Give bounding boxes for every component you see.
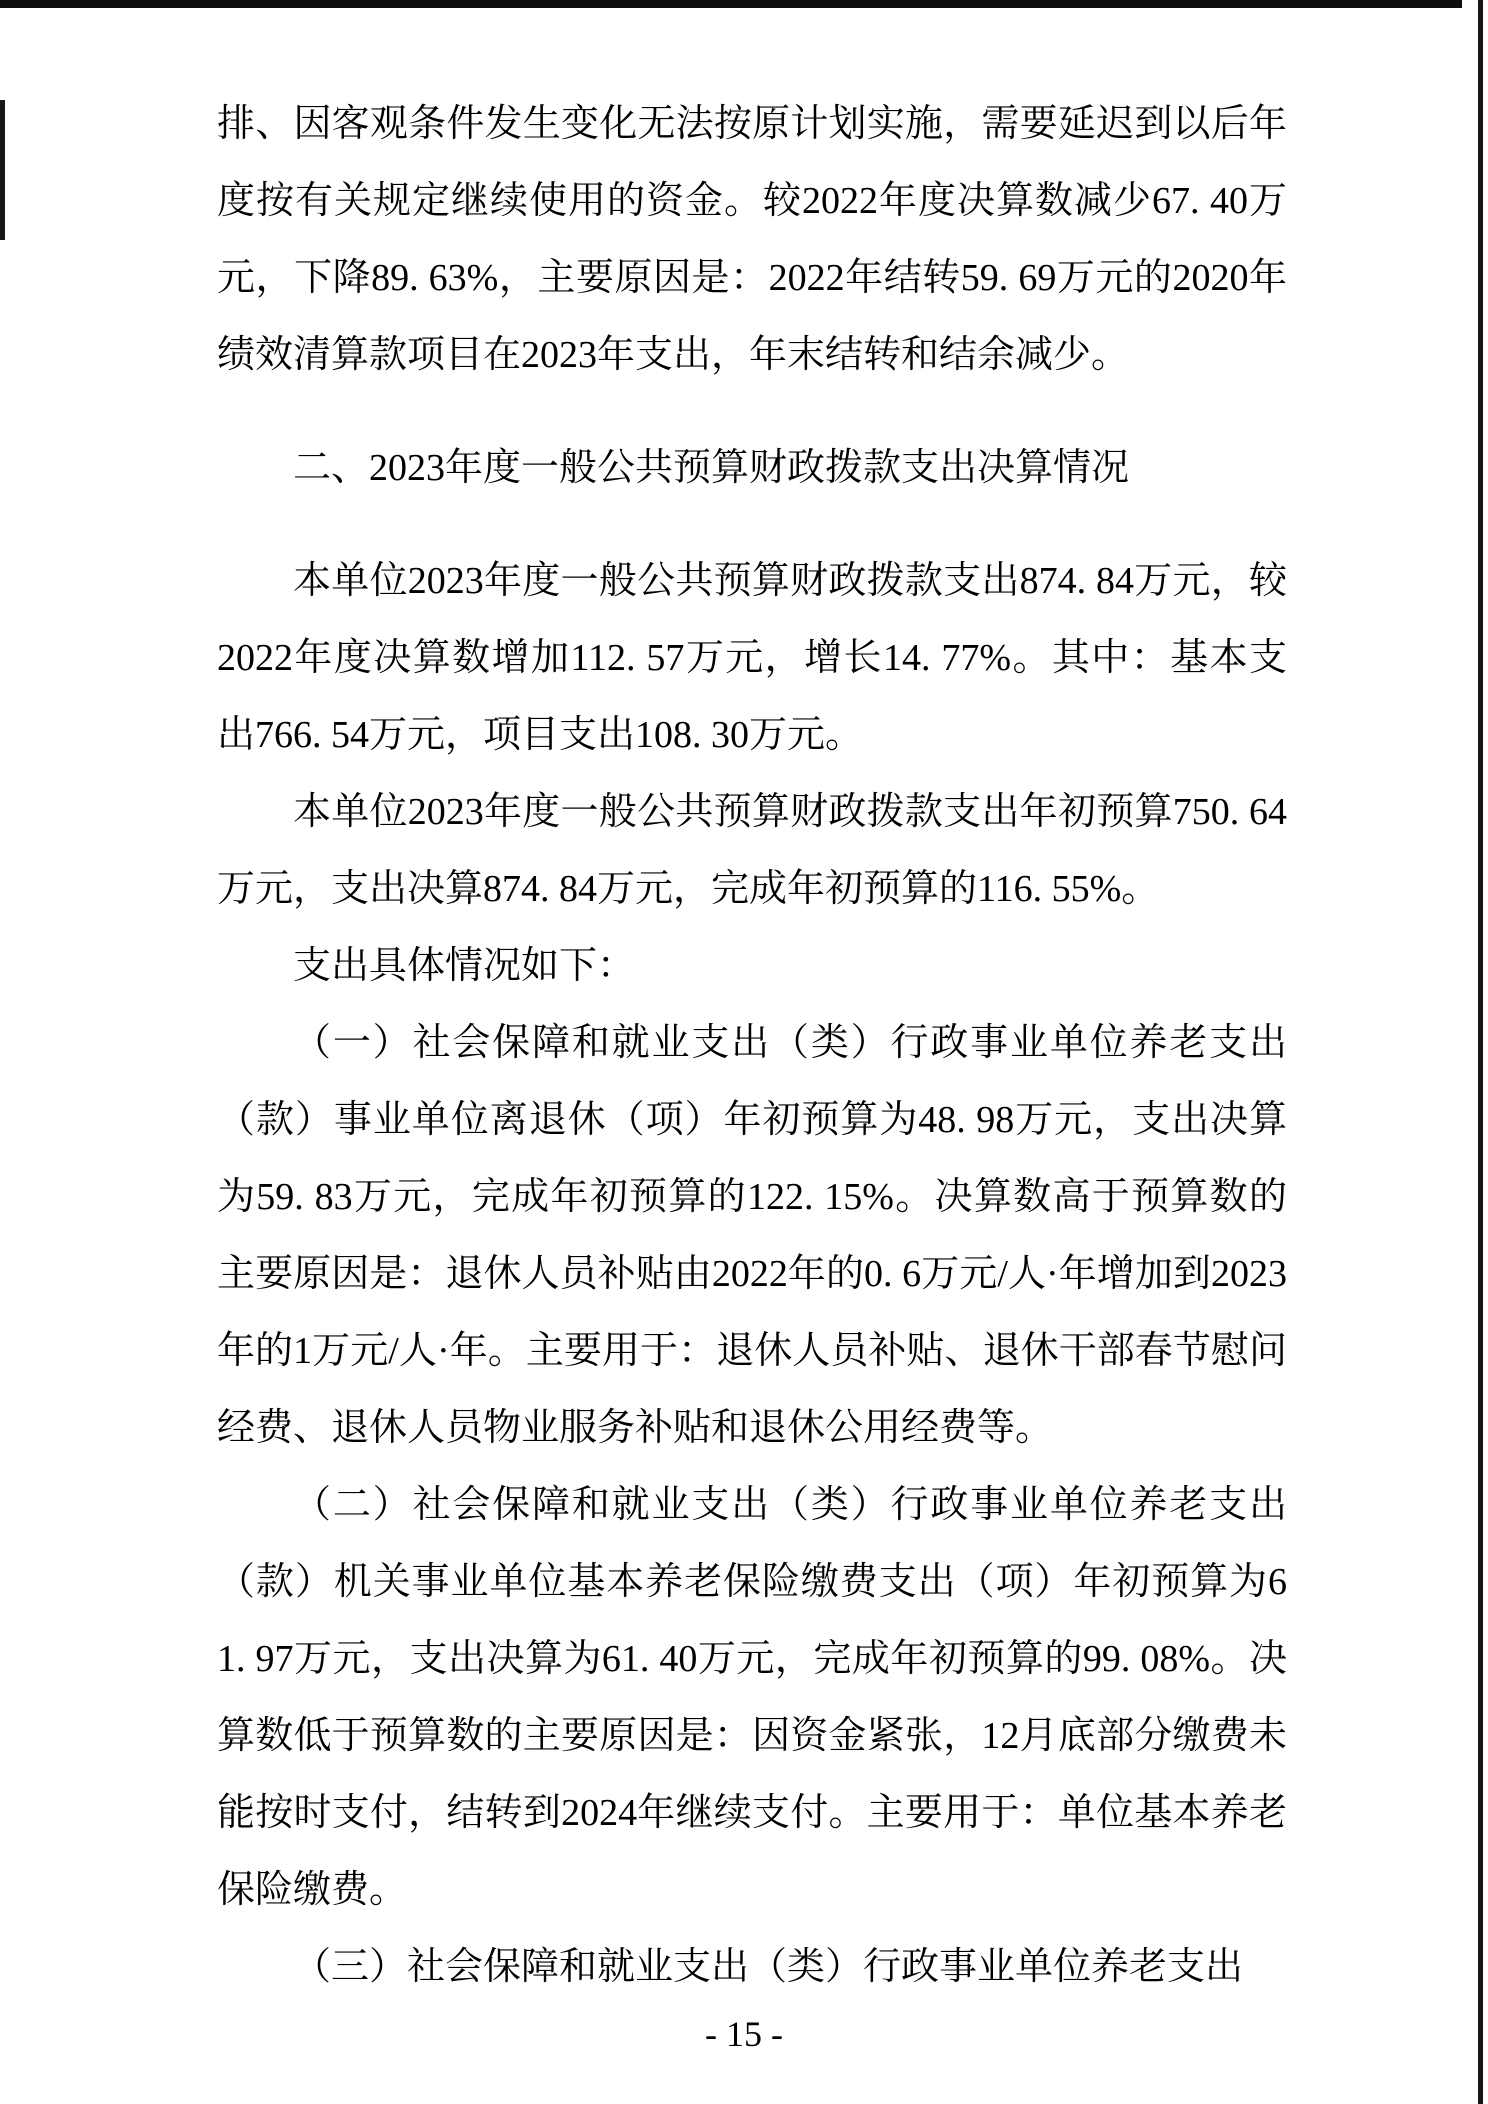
paragraph-item-3-pension-expenditure: （三）社会保障和就业支出（类）行政事业单位养老支出 [293,1946,1244,1988]
paragraph-expenditure-total: 本单位2023年度一般公共预算财政拨款支出874. 84万元，较2022年度决算数增加112. 57万元，增长14. 77%。其中：基本支出766. 54万元，项目支出108. 30万元。 [217,560,1287,756]
page-number: - 15 - [705,2014,783,2054]
paragraph-continuation-carryover-funds: 排、因客观条件发生变化无法按原计划实施，需要延迟到以后年度按有关规定继续使用的资金。较2022年度决算数减少67. 40万元，下降89. 63%，主要原因是：2022年结转59. 69万元的2020年绩效清算款项目在2023年支出，年末结转和结余减少。 [217,103,1287,376]
scan-artifact-top-edge [0,0,1462,8]
scan-artifact-right-edge [1478,0,1483,2104]
document-page-body [217,86,1287,2006]
paragraph-item-2-pension-insurance-contribution: （二）社会保障和就业支出（类）行政事业单位养老支出（款）机关事业单位基本养老保险缴费支出（项）年初预算为61. 97万元，支出决算为61. 40万元，完成年初预算的99. 08%。决算数低于预算数的主要原因是：因资金紧张，12月底部分缴费未能按时支付，结转到2024年继续支付。主要用于：单位基本养老保险缴费。 [217,1484,1287,1911]
section-heading-general-public-budget-expenditure: 二、2023年度一般公共预算财政拨款支出决算情况 [293,447,1130,489]
scan-artifact-left-edge [0,100,5,240]
paragraph-item-1-retirement-expenditure: （一）社会保障和就业支出（类）行政事业单位养老支出（款）事业单位离退休（项）年初预算为48. 98万元，支出决算为59. 83万元，完成年初预算的122. 15%。决算数高于预算数的主要原因是：退休人员补贴由2022年的0. 6万元/人·年增加到2023年的1万元/人·年。主要用于：退休人员补贴、退休干部春节慰问经费、退休人员物业服务补贴和退休公用经费等。 [217,1022,1287,1449]
paragraph-details-intro: 支出具体情况如下： [293,945,636,987]
page-footer [0,2012,1488,2056]
paragraph-budget-vs-final-accounts: 本单位2023年度一般公共预算财政拨款支出年初预算750. 64万元，支出决算874. 84万元，完成年初预算的116. 55%。 [217,791,1287,910]
